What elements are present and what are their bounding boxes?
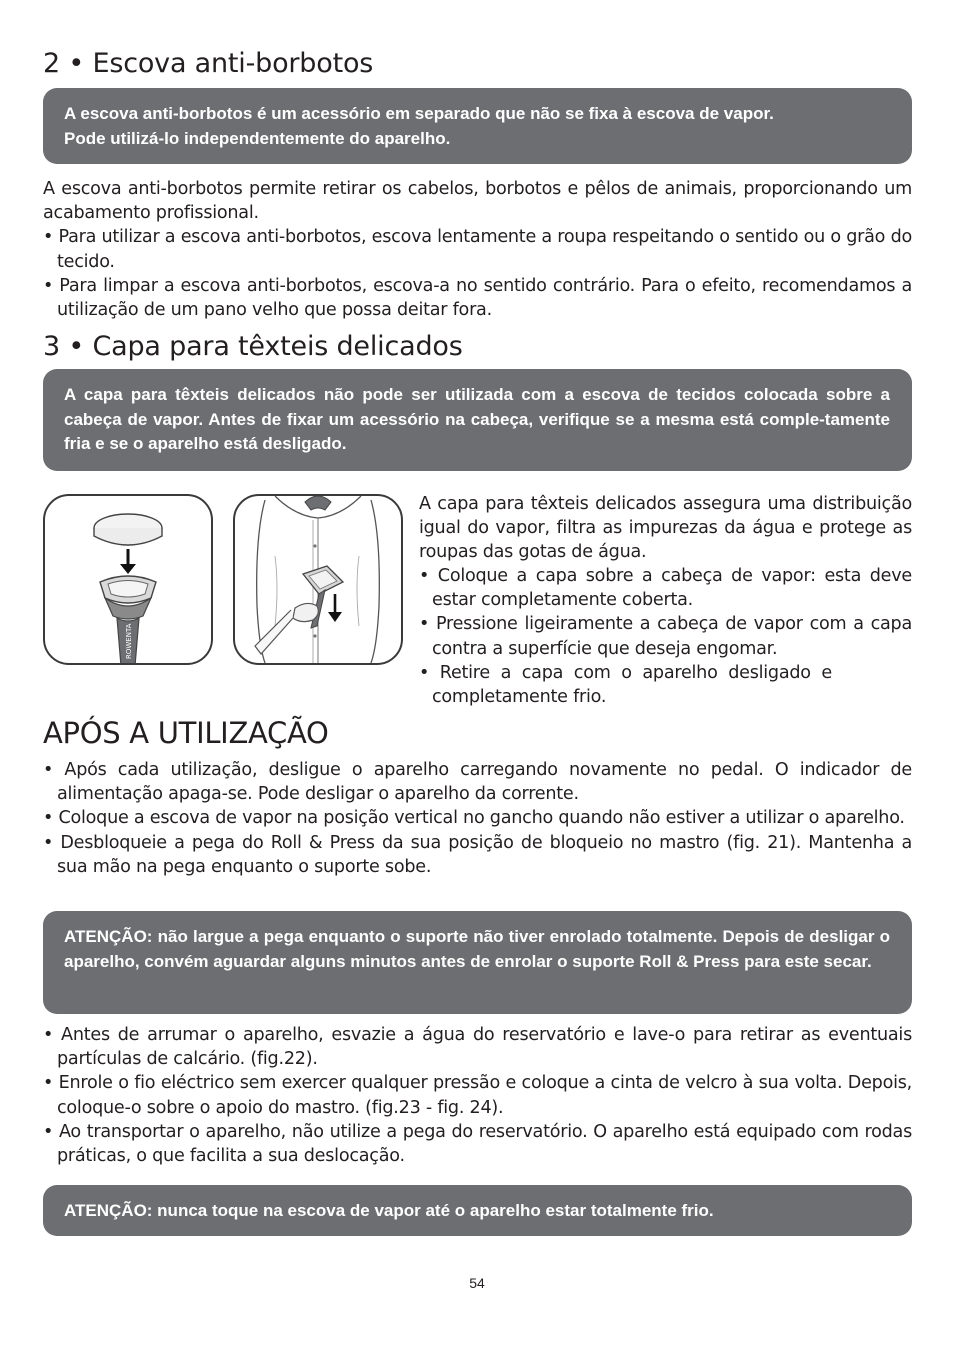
- page-number: 54: [469, 1275, 485, 1291]
- section-2-note-line1: A escova anti-borbotos é um acessório em separado que não se fixa à escova de vapor.: [64, 104, 774, 123]
- figure-shirt-steaming-drawing: [235, 496, 401, 663]
- section-2-note-line2: Pode utilizá-lo independentemente do aparelho.: [64, 128, 451, 148]
- figure-brand-label: ROWENTA: [125, 623, 133, 659]
- section-2-bullet-1: • Para utilizar a escova anti-borbotos, escova lentamente a roupa respeitando o sentido ou o grão do tecido.: [43, 227, 912, 272]
- figure-shirt-steaming: [233, 494, 403, 665]
- after-use-warning-2: [43, 1185, 912, 1236]
- after-use-body-2: [43, 1023, 912, 1168]
- section-3-note: A capa para têxteis delicados não pode ser utilizada com a escova de tecidos colocada sobre a cabeça de vapor. Antes de fixar um acessório na cabeça, verifique se a mesma está comple-tamente fria e se o aparelho está desligado.: [64, 385, 890, 453]
- after-use-warning-1: [43, 911, 912, 1014]
- after-use-bullet-3: • Desbloqueie a pega do Roll & Press da sua posição de bloqueio no mastro (fig. 21). Mantenha a sua mão na pega enquanto o suporte sobe.: [43, 832, 912, 877]
- after-use-body: [43, 758, 912, 879]
- after-use-warning-1-text: ATENÇÃO: não largue a pega enquanto o suporte não tiver enrolado totalmente. Depois de desligar o aparelho, convém aguardar alguns minutos antes de enrolar o suporte Roll & Press para este secar.: [64, 927, 890, 971]
- section-3-title: 3 • Capa para têxteis delicados: [43, 331, 463, 362]
- section-2-note-box: [43, 88, 912, 164]
- section-3-bullet-2: • Pressione ligeiramente a cabeça de vapor com a capa contra a superfície que deseja engomar.: [419, 614, 912, 659]
- after-use-bullet-2: • Coloque a escova de vapor na posição vertical no gancho quando não estiver a utilizar o aparelho.: [43, 808, 905, 829]
- section-2-title: 2 • Escova anti-borbotos: [43, 48, 374, 79]
- section-2-body: [43, 177, 912, 322]
- section-3-bullet-1: • Coloque a capa sobre a cabeça de vapor: esta deve estar completamente coberta.: [419, 566, 912, 611]
- figure-cover-attach: [43, 494, 213, 665]
- section-3-intro: A capa para têxteis delicados assegura uma distribuição igual do vapor, filtra as impurezas da água e protege as roupas das gotas de água.: [419, 494, 912, 563]
- after-use-warning-2-text: ATENÇÃO: nunca toque na escova de vapor até o aparelho estar totalmente frio.: [64, 1201, 714, 1220]
- section-3-body: [419, 492, 912, 709]
- after-use-bullet-5: • Enrole o fio eléctrico sem exercer qualquer pressão e coloque a cinta de velcro à sua volta. Depois, coloque-o sobre o apoio do mastro. (fig.23 - fig. 24).: [43, 1073, 912, 1118]
- section-2-intro: A escova anti-borbotos permite retirar os cabelos, borbotos e pêlos de animais, proporcionando um acabamento profissional.: [43, 179, 912, 224]
- after-use-bullet-4: • Antes de arrumar o aparelho, esvazie a água do reservatório e lave-o para retirar as eventuais partículas de calcário. (fig.22).: [43, 1025, 912, 1070]
- after-use-bullet-6: • Ao transportar o aparelho, não utilize a pega do reservatório. O aparelho está equipado com rodas práticas, o que facilita a sua deslocação.: [43, 1121, 912, 1167]
- after-use-bullet-1: • Após cada utilização, desligue o aparelho carregando novamente no pedal. O indicador de alimentação apaga-se. Pode desligar o aparelho da corrente.: [43, 760, 912, 805]
- after-use-title: APÓS A UTILIZAÇÃO: [43, 716, 329, 750]
- section-2-bullet-2: • Para limpar a escova anti-borbotos, escova-a no sentido contrário. Para o efeito, recomendamos a utilização de um pano velho que possa deitar fora.: [43, 275, 912, 321]
- figure-cover-attach-drawing: [45, 496, 211, 663]
- section-3-bullet-3: • Retire a capa com o aparelho desligado e completamente frio.: [419, 662, 832, 707]
- section-3-note-box: [43, 369, 912, 471]
